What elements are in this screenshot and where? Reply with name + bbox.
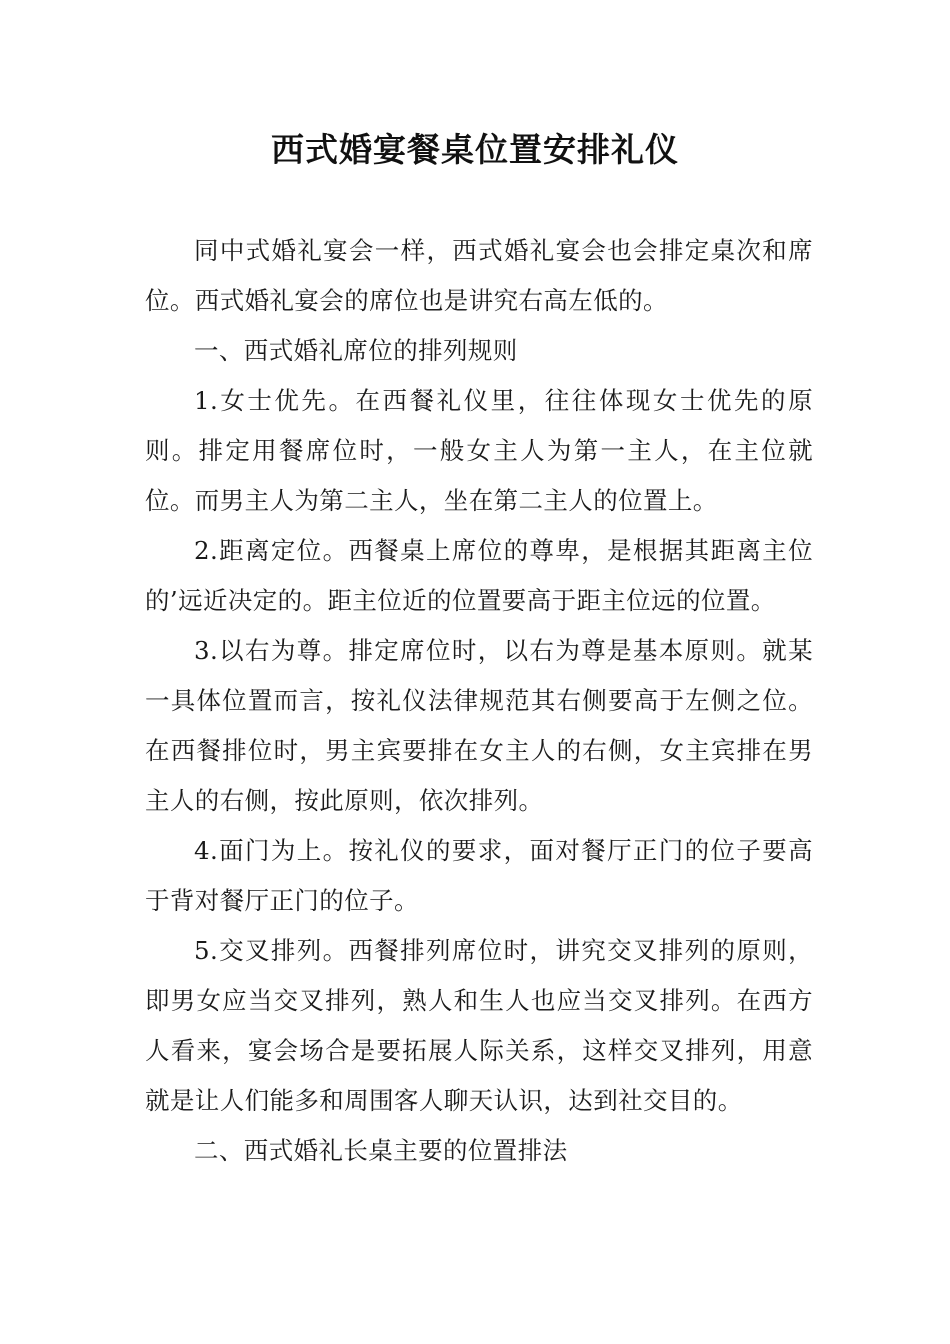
section-heading-long-table: 二、西式婚礼长桌主要的位置排法 (194, 1136, 568, 1165)
paragraph-rule-1: 1.女士优先。在西餐礼仪里，往往体现女士优先的原则。排定用餐席位时，一般女主人为第一主人，在主位就位。而男主人为第二主人，坐在第二主人的位置上。 (145, 386, 813, 515)
paragraph-intro: 同中式婚礼宴会一样，西式婚礼宴会也会排定桌次和席位。西式婚礼宴会的席位也是讲究右高左低的。 (145, 236, 813, 315)
paragraph-rule-3: 3.以右为尊。排定席位时，以右为尊是基本原则。就某一具体位置而言，按礼仪法律规范其右侧要高于左侧之位。在西餐排位时，男主宾要排在女主人的右侧，女主宾排在男主人的右侧，按此原则，依次排列。 (145, 636, 813, 815)
paragraph-rule-2: 2.距离定位。西餐桌上席位的尊卑，是根据其距离主位的’远近决定的。距主位近的位置要高于距主位远的位置。 (145, 536, 813, 615)
document-body (145, 226, 813, 1176)
paragraph-rule-4: 4.面门为上。按礼仪的要求，面对餐厅正门的位子要高于背对餐厅正门的位子。 (145, 836, 813, 915)
document-title: 西式婚宴餐桌位置安排礼仪 (271, 130, 679, 169)
paragraph-rule-5: 5.交叉排列。西餐排列席位时，讲究交叉排列的原则，即男女应当交叉排列，熟人和生人也应当交叉排列。在西方人看来，宴会场合是要拓展人际关系，这样交叉排列，用意就是让人们能多和周围客人聊天认识，达到社交目的。 (145, 936, 813, 1115)
section-heading-rules: 一、西式婚礼席位的排列规则 (194, 336, 518, 365)
